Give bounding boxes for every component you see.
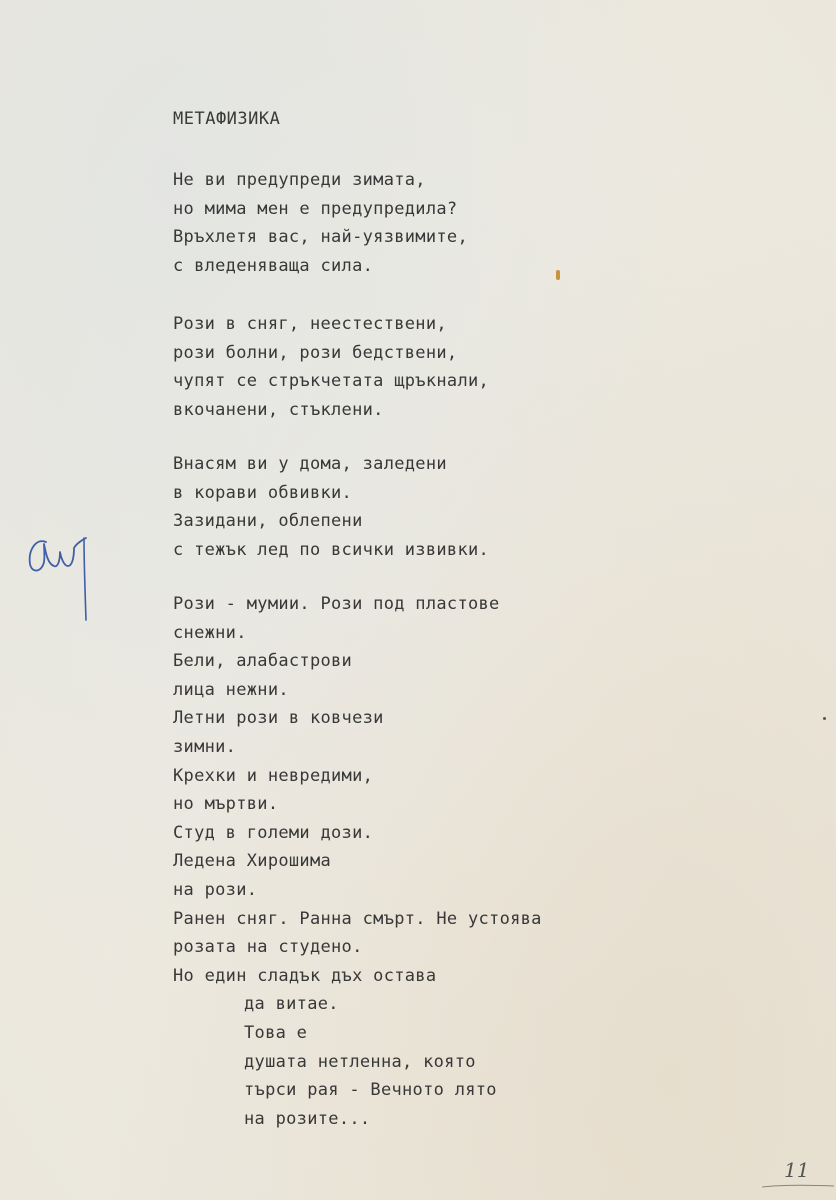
page-number: 11 <box>784 1158 810 1182</box>
poem-line-indented: да витае. <box>244 994 339 1015</box>
ink-smudge <box>556 270 560 280</box>
handwritten-initials-mark <box>24 528 94 624</box>
poem-line: Връхлетя вас, най-уязвимите, <box>173 227 468 248</box>
poem-line-indented: душата нетленна, която <box>244 1051 476 1072</box>
poem-line: рози болни, рози бедствени, <box>173 342 458 363</box>
poem-line-indented: на розите... <box>244 1108 371 1129</box>
stanza-2 <box>173 310 489 424</box>
poem-line: зимни. <box>173 736 237 757</box>
poem-line: Бели, алабастрови <box>173 651 353 672</box>
poem-line: Крехки и невредими, <box>173 765 374 786</box>
poem-line: Рози - мумии. Рози под пластове <box>173 594 500 614</box>
page-number-underline <box>760 1182 836 1190</box>
poem-line: Но един сладък дъх остава <box>173 965 437 986</box>
stanza-4 <box>173 590 542 1133</box>
poem-line: но мъртви. <box>173 794 279 815</box>
poem-line: снежни. <box>173 622 247 643</box>
stanza-3 <box>173 450 489 564</box>
poem-line: Зазидани, облепени <box>173 511 363 532</box>
poem-line: Рози в сняг, неестествени, <box>173 314 447 334</box>
stanza-1 <box>173 166 468 280</box>
poem-line: Студ в големи дози. <box>173 822 374 843</box>
poem-line: с тежък лед по всички извивки. <box>173 539 490 560</box>
paper-speck <box>823 717 826 720</box>
poem-line: розата на студено. <box>173 937 363 958</box>
poem-line: лица нежни. <box>173 679 289 700</box>
poem-title: МЕТАФИЗИКА <box>173 109 281 129</box>
poem-line-indented: Това е <box>244 1022 308 1043</box>
poem-line: с вледеняваща сила. <box>173 255 374 276</box>
poem-line: в корави обвивки. <box>173 482 353 503</box>
poem-line: Ранен сняг. Ранна смърт. Не устоява <box>173 908 542 929</box>
poem-line: но мима мен е предупредила? <box>173 198 458 219</box>
poem-line: Не ви предупреди зимата, <box>173 170 426 190</box>
poem-line: Летни рози в ковчези <box>173 708 384 729</box>
poem-line: чупят се стръкчетата щръкнали, <box>173 371 490 392</box>
poem-line: Ледена Хирошима <box>173 851 332 872</box>
poem-line-indented: търси рая - Вечното лято <box>244 1080 497 1101</box>
poem-line: на рози. <box>173 879 258 900</box>
poem-line: вкочанени, стъклени. <box>173 399 384 420</box>
poem-line: Внасям ви у дома, заледени <box>173 454 447 474</box>
